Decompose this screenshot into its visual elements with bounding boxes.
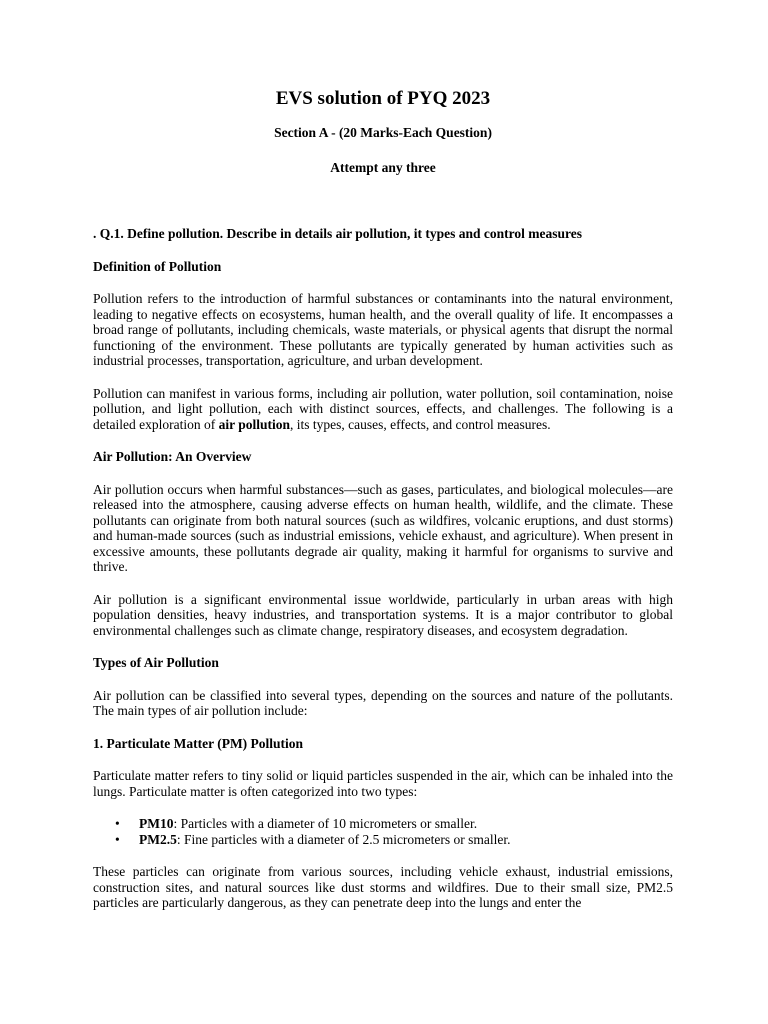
forms-text-start: Pollution can manifest in various forms, including air pollution, water pollution, soil contamination, noise pollution, and light pollution, each with distinct sources, effects, and challenges. The following is a detailed exploration of [93, 385, 673, 432]
instruction-text: Attempt any three [330, 160, 436, 175]
list-item [93, 832, 673, 848]
overview-paragraph-2: Air pollution is a significant environmental issue worldwide, particularly in urban areas with high population densities, heavy industries, and transportation systems. It is a major contributor to global environmental challenges such as climate change, respiratory diseases, and ecosystem degradation. [93, 591, 673, 638]
bullet-text: : Fine particles with a diameter of 2.5 micrometers or smaller. [176, 831, 511, 847]
types-paragraph: Air pollution can be classified into several types, depending on the sources and nature of the pollutants. The main types of air pollution include: [93, 687, 673, 718]
forms-text-bold: air pollution [218, 416, 290, 432]
overview-heading: Air Pollution: An Overview [93, 449, 252, 464]
definition-heading: Definition of Pollution [93, 258, 222, 274]
pm-heading: 1. Particulate Matter (PM) Pollution [93, 735, 304, 751]
question-heading: . Q.1. Define pollution. Describe in details air pollution, it types and control measures [93, 226, 583, 241]
bullet-text: : Particles with a diameter of 10 micrometers or smaller. [173, 816, 478, 831]
bullet-term: PM2.5 [139, 831, 177, 847]
forms-text-end: , its types, causes, effects, and control measures. [290, 416, 551, 432]
overview-paragraph-1: Air pollution occurs when harmful substances—such as gases, particulates, and biological molecules—are released into the atmosphere, causing adverse effects on human health, wildlife, and the climate. These pollutants can originate from both natural sources (such as wildfires, volcanic eruptions, and dust storms) and human-made sources (such as industrial emissions, vehicle exhaust, and agriculture). When present in excessive amounts, these pollutants degrade air quality, making it harmful for organisms to survive and thrive. [93, 481, 673, 574]
pm-paragraph-2: These particles can originate from various sources, including vehicle exhaust, industrial emissions, construction sites, and natural sources like dust storms and wildfires. Due to their small size, PM2.5 particles are particularly dangerous, as they can penetrate deep into the lungs and enter the [93, 864, 673, 910]
types-heading: Types of Air Pollution [93, 655, 219, 670]
bullet-icon: • [115, 816, 120, 831]
bullet-term: PM10 [139, 816, 174, 831]
section-heading: Section A - (20 Marks-Each Question) [274, 125, 492, 140]
definition-paragraph: Pollution refers to the introduction of harmful substances or contaminants into the natural environment, leading to negative effects on ecosystems, human health, and the overall quality of life. It encompasses a broad range of pollutants, including chemicals, waste materials, or physical agents that disrupt the normal functioning of the environment. These pollutants are typically generated by human activities such as industrial processes, transportation, agriculture, and urban development. [93, 291, 673, 368]
document-title: EVS solution of PYQ 2023 [275, 88, 491, 109]
document-content [93, 86, 673, 928]
pm-bullet-list [93, 816, 673, 847]
bullet-icon: • [115, 831, 120, 847]
pm-paragraph-1: Particulate matter refers to tiny solid or liquid particles suspended in the air, which can be inhaled into the lungs. Particulate matter is often categorized into two types: [93, 768, 673, 799]
list-item [93, 816, 673, 832]
forms-paragraph [93, 386, 673, 433]
